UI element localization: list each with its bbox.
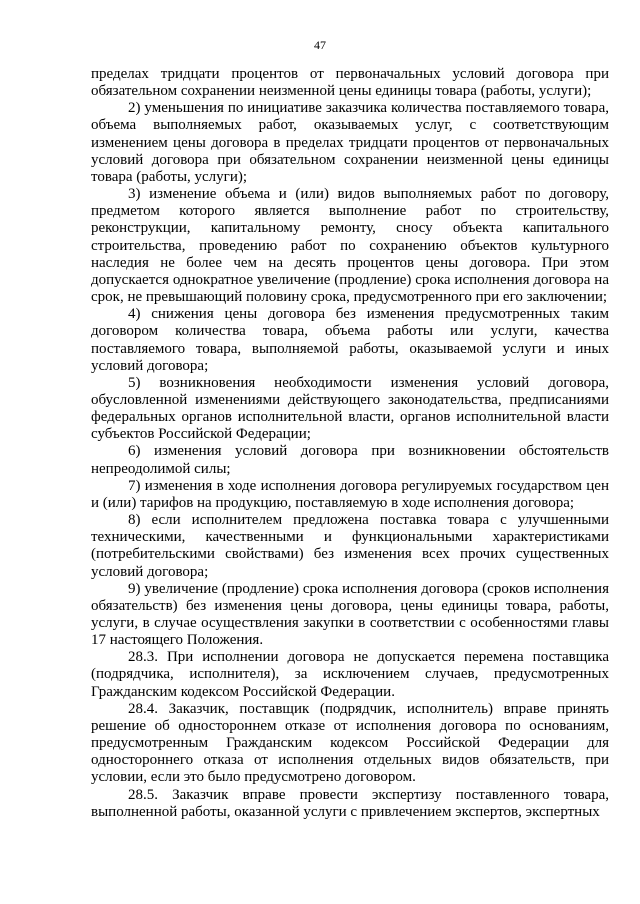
list-item-2: 2) уменьшения по инициативе заказчика количества поставляемого товара, объема выполняемых работ, оказываемых услуг, с соответствующим изменением цены договора в пределах тридцати процентов от первоначальных условий договора при обязательном сохранении неизменной цены единицы товара (работы, услуги); — [91, 100, 609, 185]
list-item-3: 3) изменение объема и (или) видов выполняемых работ по договору, предметом которого является выполнение работ по строительству, реконструкции, капитальному ремонту, сносу объекта капитального строительства, проведению работ по сохранению объектов культурного наследия не более чем на десять процентов цены договора. При этом допускается однократное увеличение (продление) срока исполнения договора на срок, не превышающий половину срока, предусмотренного при его заключении; — [91, 186, 609, 306]
list-item-6: 6) изменения условий договора при возникновении обстоятельств непреодолимой силы; — [91, 443, 609, 477]
section-28-4: 28.4. Заказчик, поставщик (подрядчик, исполнитель) вправе принять решение об одностороннем отказе от исполнения договора по основаниям, предусмотренным Гражданским кодексом Российской Федерации для одностороннего отказа от исполнения отдельных видов обязательств, при условии, если это было предусмотрено договором. — [91, 700, 609, 786]
list-item-9: 9) увеличение (продление) срока исполнения договора (сроков исполнения обязательств) без изменения цены договора, цены единицы товара, работы, услуги, в случае осуществления закупки в соответствии с особенностями главы 17 настоящего Положения. — [91, 580, 609, 649]
list-item-5: 5) возникновения необходимости изменения условий договора, обусловленной изменениями действующего законодательства, предписаниями федеральных органов исполнительной власти, органов исполнительной власти субъектов Российской Федерации; — [91, 374, 609, 443]
section-28-3: 28.3. При исполнении договора не допускается перемена поставщика (подрядчика, исполнителя), за исключением случаев, предусмотренных Гражданским кодексом Российской Федерации. — [91, 649, 609, 700]
list-item-8: 8) если исполнителем предложена поставка товара с улучшенными техническими, качественными и функциональными характеристиками (потребительскими свойствами) без изменения всех прочих существенных условий договора; — [91, 512, 609, 580]
page-number: 47 — [314, 38, 326, 52]
body-text — [91, 66, 609, 821]
section-28-5: 28.5. Заказчик вправе провести экспертизу поставленного товара, выполненной работы, оказанной услуги с привлечением экспертов, экспертных — [91, 786, 609, 820]
paragraph-continuation: пределах тридцати процентов от первоначальных условий договора при обязательном сохранении неизменной цены единицы товара (работы, услуги); — [91, 66, 609, 100]
list-item-7: 7) изменения в ходе исполнения договора регулируемых государством цен и (или) тарифов на продукцию, поставляемую в ходе исполнения договора; — [91, 477, 609, 511]
list-item-4: 4) снижения цены договора без изменения предусмотренных таким договором количества товара, объема работы или услуги, качества поставляемого товара, выполняемой работы, оказываемой услуги и иных условий договора; — [91, 306, 609, 374]
